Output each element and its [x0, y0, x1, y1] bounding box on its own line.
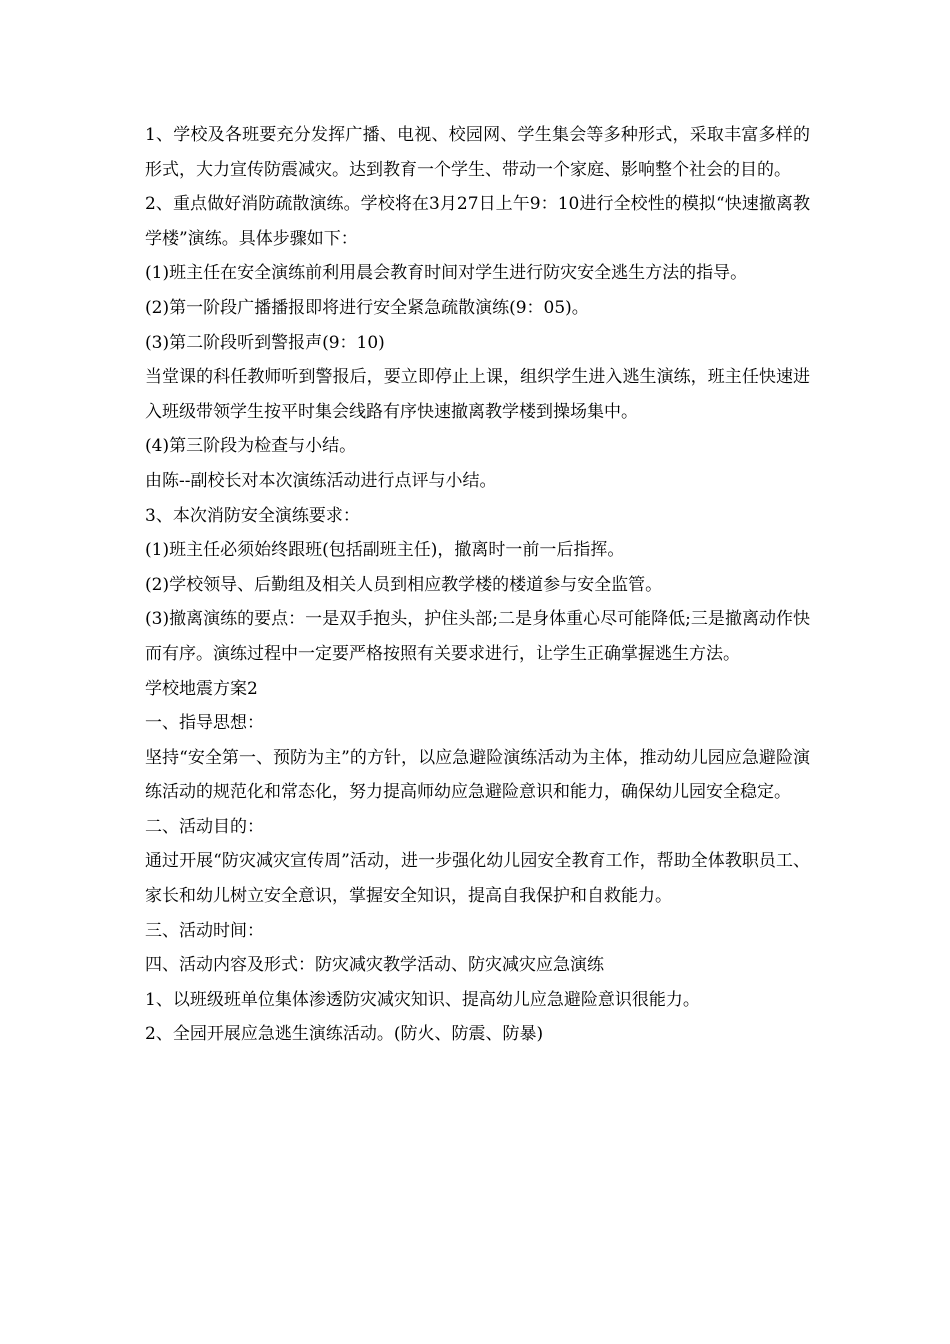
heading-activity-content: 四、活动内容及形式：防灾减灾教学活动、防灾减灾应急演练: [145, 955, 604, 976]
heading-activity-purpose: 二、活动目的：: [145, 816, 264, 837]
paragraph-drill-requirements-heading: 3、本次消防安全演练要求：: [145, 505, 360, 526]
heading-activity-time: 三、活动时间：: [145, 920, 264, 941]
paragraph-step-1: (1)班主任在安全演练前利用晨会教育时间对学生进行防灾安全逃生方法的指导。: [145, 263, 748, 284]
paragraph-step-3-detail: 当堂课的科任教师听到警报后，要立即停止上课，组织学生进入逃生演练，班主任快速进入班级带领学生按平时集会线路有序快速撤离教学楼到操场集中。: [145, 367, 810, 422]
paragraph-requirement-3: (3)撤离演练的要点：一是双手抱头，护住头部;二是身体重心尽可能降低;三是撤离动作快而有序。演练过程中一定要严格按照有关要求进行，让学生正确掌握逃生方法。: [145, 609, 810, 664]
paragraph-content-item-2: 2、全园开展应急逃生演练活动。(防火、防震、防暴): [145, 1024, 544, 1045]
section-title-plan-2: 学校地震方案2: [145, 678, 258, 699]
paragraph-activity-purpose: 通过开展“防灾减灾宣传周”活动，进一步强化幼儿园安全教育工作，帮助全体教职员工、家长和幼儿树立安全意识，掌握安全知识，提高自我保护和自救能力。: [145, 851, 810, 907]
heading-guiding-ideology: 一、指导思想：: [145, 713, 264, 734]
paragraph-publicity-forms: 1、学校及各班要充分发挥广播、电视、校园网、学生集会等多种形式，采取丰富多样的形式，大力宣传防震减灾。达到教育一个学生、带动一个家庭、影响整个社会的目的。: [145, 125, 810, 180]
paragraph-content-item-1: 1、以班级班单位集体渗透防灾减灾知识、提高幼儿应急避险意识很能力。: [145, 989, 700, 1010]
paragraph-requirement-1: (1)班主任必须始终跟班(包括副班主任)，撤离时一前一后指挥。: [145, 540, 625, 561]
paragraph-step-3: (3)第二阶段听到警报声(9：10): [145, 332, 385, 353]
paragraph-step-4: (4)第三阶段为检查与小结。: [145, 436, 357, 457]
paragraph-requirement-2: (2)学校领导、后勤组及相关人员到相应教学楼的楼道参与安全监管。: [145, 574, 663, 595]
paragraph-step-4-detail: 由陈--副校长对本次演练活动进行点评与小结。: [145, 470, 497, 491]
document-page: [145, 118, 810, 1052]
paragraph-guiding-ideology: 坚持“安全第一、预防为主”的方针，以应急避险演练活动为主体，推动幼儿园应急避险演练活动的规范化和常态化，努力提高师幼应急避险意识和能力，确保幼儿园安全稳定。: [145, 747, 810, 803]
paragraph-step-2: (2)第一阶段广播播报即将进行安全紧急疏散演练(9：05)。: [145, 297, 589, 318]
paragraph-evacuation-drill: 2、重点做好消防疏散演练。学校将在3月27日上午9：10进行全校性的模拟“快速撤离教学楼”演练。具体步骤如下：: [145, 194, 810, 249]
